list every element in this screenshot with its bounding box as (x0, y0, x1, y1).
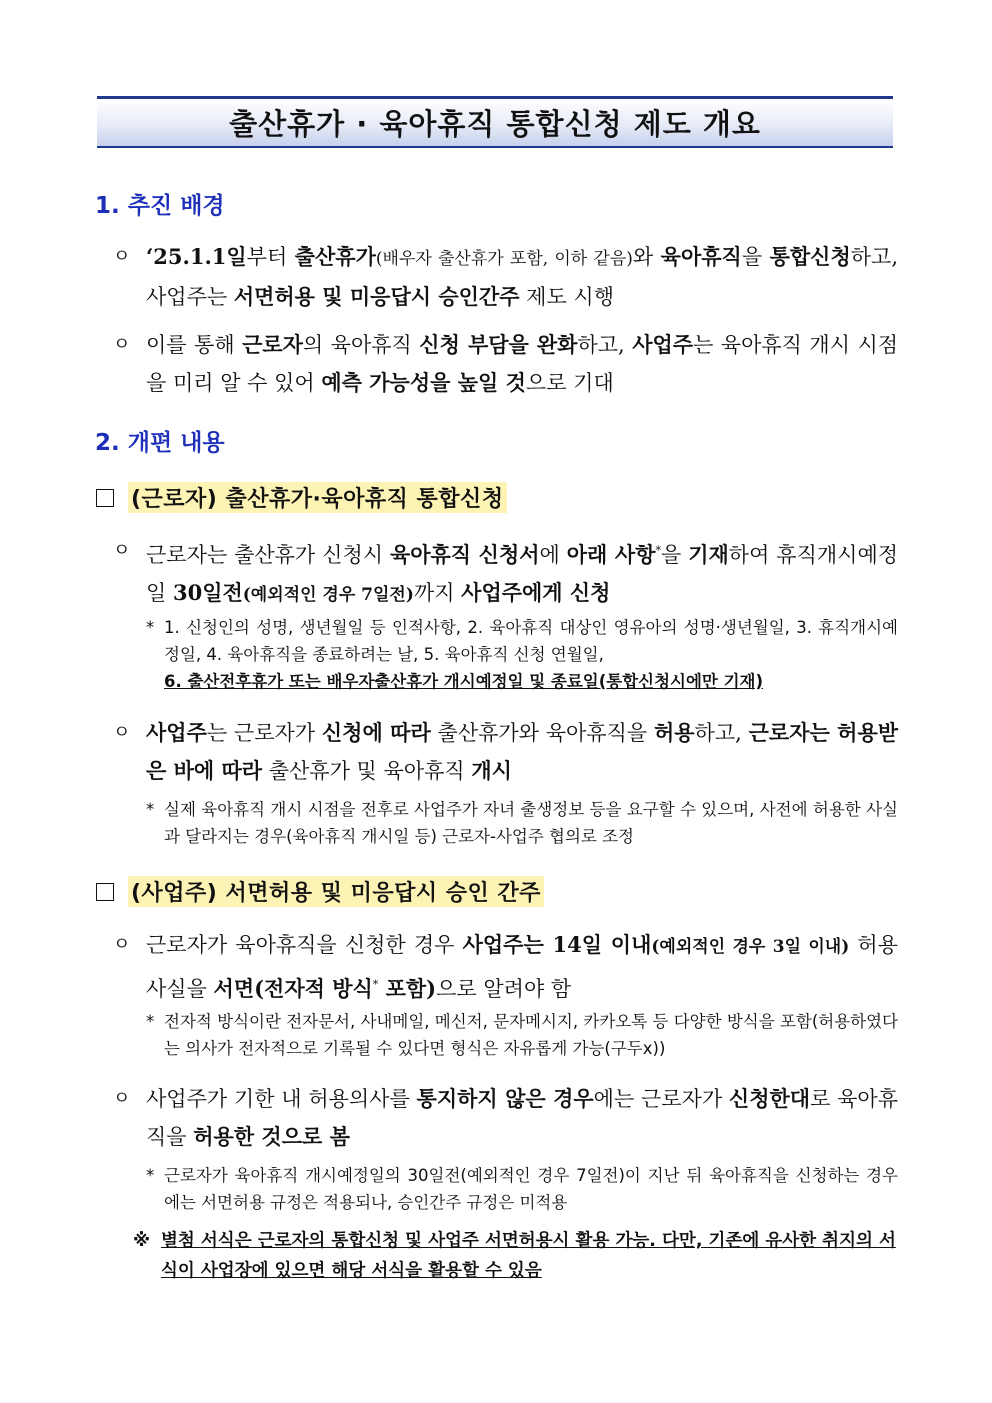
text-span: 하고, 사업주는 (146, 245, 899, 309)
text-span: 개시 (471, 758, 512, 783)
text-span: 출산휴가와 육아휴직을 (430, 721, 654, 745)
background-bullet-1 (113, 238, 898, 316)
text-span: 하여 휴직개시예정일 (146, 543, 899, 605)
text-span: 6. 출산전후휴가 또는 배우자출산휴가 개시예정일 및 종료일(통합신청시에만 기재) (164, 672, 764, 691)
title-banner (97, 96, 893, 148)
reference-mark: ※ (133, 1231, 151, 1251)
text-span: 제도 시행 (519, 285, 614, 309)
subheading-label: (근로자) 출산휴가·육아휴직 통합신청 (128, 482, 507, 513)
text-span: 을 (660, 543, 689, 567)
text-span: 는 근로자가 (206, 721, 322, 745)
text-span: 에 (539, 543, 567, 567)
bullet-marker: ㅇ (113, 934, 131, 955)
text-span: 서면(전자적 방식 (213, 976, 373, 1001)
text-span: 의 육아휴직 (302, 333, 420, 357)
text-span: 근로자가 육아휴직 개시예정일의 30일전(예외적인 경우 7일전)이 지난 뒤 육아휴직을 신청하는 경우에는 서면허용 규정은 적용되나, 승인간주 규정은 미적용 (164, 1166, 898, 1212)
text-span: 신청 부담을 완화 (419, 332, 578, 357)
employee-bullet-2 (113, 714, 898, 790)
attachment-note (133, 1226, 898, 1286)
text-span: 허용 (653, 720, 695, 745)
text-span: 에는 근로자가 (593, 1087, 729, 1111)
text-span: 허용한 것으로 봄 (193, 1124, 350, 1149)
text-span: 육아휴직 신청서 (389, 542, 540, 567)
note-marker: * (146, 800, 155, 819)
subheading-label: (사업주) 서면허용 및 미응답시 승인 간주 (128, 876, 544, 907)
employer-note-2 (146, 1162, 898, 1216)
text-span: ‘25.1.1일 (146, 244, 247, 269)
text-span: 1. 신청인의 성명, 생년월일 등 인적사항, 2. 육아휴직 대상인 영유아의 성명·생년월일, 3. 휴직개시예정일, 4. 육아휴직을 종료하려는 날, 5. 육아휴직 신청 연월일, (164, 618, 898, 664)
background-bullet-2 (113, 326, 898, 402)
text-span: 로 육아휴직을 (146, 1087, 898, 1149)
text-span: 사업주가 기한 내 허용의사를 (146, 1087, 417, 1111)
text-span: 는 육아휴직 개시 시점을 미리 알 수 있어 (146, 333, 899, 395)
text-span: 출산휴가 및 육아휴직 (262, 759, 472, 783)
footnote-mark: * (372, 978, 379, 991)
text-span: (예외적인 경우 7일전) (242, 585, 414, 605)
section-heading-changes: 2. 개편 내용 (95, 430, 225, 456)
text-span: 실제 육아휴직 개시 시점을 전후로 사업주가 자녀 출생정보 등을 요구할 수 있으며, 사전에 허용한 사실과 달라지는 경우(육아휴직 개시일 등) 근로자-사업주 협의로 조정 (164, 800, 898, 846)
text-span: 하고, (577, 333, 633, 357)
text-span: 별첨 서식은 근로자의 통합신청 및 사업주 서면허용시 활용 가능. 다만, 기존에 유사한 취지의 서식이 사업장에 있으면 해당 서식을 활용할 수 있음 (161, 1231, 896, 1281)
bullet-marker: ㅇ (113, 334, 131, 355)
text-span: 사업주 (632, 332, 694, 357)
text-span: 을 (741, 245, 770, 269)
text-span: 사업주는 14일 이내 (462, 932, 652, 957)
text-span: 와 (632, 245, 661, 269)
text-span: 기재 (688, 542, 729, 567)
text-span: 신청한대 (728, 1086, 811, 1111)
text-span: 이를 통해 (146, 333, 243, 357)
text-span: 근로자가 육아휴직을 신청한 경우 (146, 933, 463, 957)
text-span: 통합신청 (769, 244, 851, 269)
employee-bullet-1 (113, 532, 898, 614)
employer-note-1 (146, 1008, 898, 1062)
text-span: 사업주 (146, 720, 207, 745)
text-span: 허용사실을 (146, 933, 898, 1001)
subheading-employer (96, 876, 544, 907)
text-span: 30일전 (172, 580, 243, 605)
text-span: 예측 가능성을 높일 것 (321, 370, 526, 395)
bullet-marker: ㅇ (113, 1088, 131, 1109)
text-span: 육아휴직 (660, 244, 742, 269)
text-span: 서면허용 및 미응답시 승인간주 (233, 284, 520, 309)
bullet-marker: ㅇ (113, 246, 131, 267)
note-marker: * (146, 1166, 155, 1185)
text-span: (예외적인 경우 3일 이내) (651, 937, 850, 957)
employer-bullet-1 (113, 926, 898, 1008)
section-heading-background: 1. 추진 배경 (95, 193, 225, 219)
text-span: 으로 알려야 함 (436, 977, 572, 1001)
text-span: 전자적 방식이란 전자문서, 사내메일, 메신저, 문자메시지, 카카오톡 등 다양한 방식을 포함(허용하였다는 의사가 전자적으로 기록될 수 있다면 형식은 자유롭게 가능(구두x)) (164, 1012, 898, 1058)
text-span: 통지하지 않은 경우 (416, 1086, 594, 1111)
footnote-mark: * (655, 544, 661, 557)
checkbox-square-icon (96, 489, 114, 507)
text-span: 사업주에게 신청 (461, 580, 611, 605)
employee-note-1 (146, 614, 898, 695)
checkbox-square-icon (96, 883, 114, 901)
text-span: 근로자는 출산휴가 신청시 (146, 543, 390, 567)
text-span: 근로자 (242, 332, 303, 357)
note-marker: * (146, 1012, 155, 1031)
text-span: 근로자는 허용받은 바에 따라 (146, 720, 899, 783)
page-title: 출산휴가 · 육아휴직 통합신청 제도 개요 (229, 107, 761, 141)
employer-bullet-2 (113, 1080, 898, 1156)
text-span: (배우자 출산휴가 포함, 이하 같음) (375, 249, 633, 269)
text-span: 부터 (246, 245, 295, 269)
text-span: 아래 사항 (566, 542, 656, 567)
text-span: 신청에 따라 (321, 720, 431, 745)
subheading-employee (96, 482, 507, 513)
text-span: 포함) (378, 976, 437, 1001)
text-span: 출산휴가 (294, 244, 376, 269)
employee-note-2 (146, 796, 898, 850)
bullet-marker: ㅇ (113, 540, 131, 561)
text-span: 으로 기대 (525, 371, 614, 395)
text-span: 까지 (413, 581, 462, 605)
text-span: 하고, (694, 721, 749, 745)
note-marker: * (146, 618, 155, 637)
bullet-marker: ㅇ (113, 722, 131, 743)
